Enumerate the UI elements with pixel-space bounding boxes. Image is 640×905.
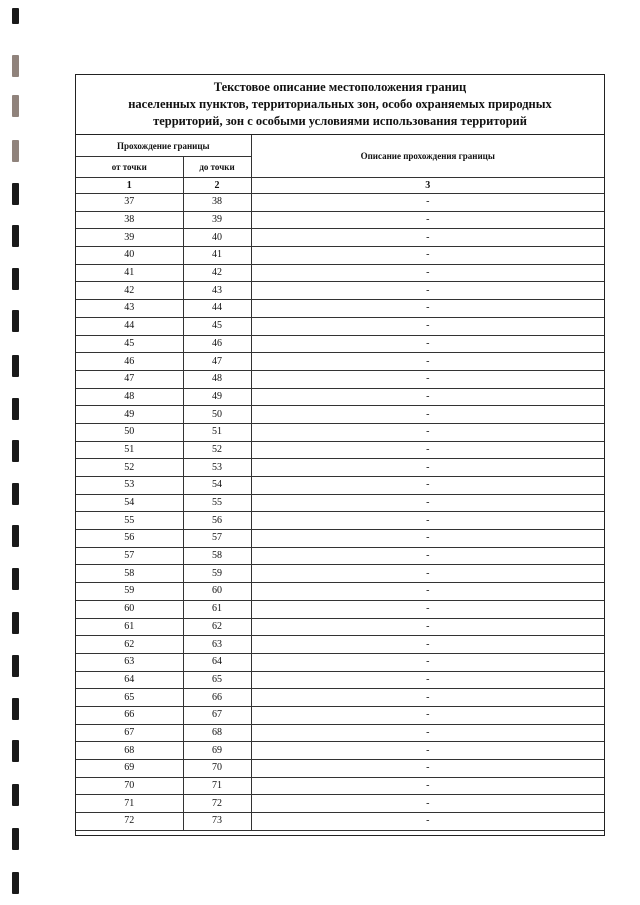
cell-description: - <box>251 264 604 282</box>
cell-description: - <box>251 618 604 636</box>
cell-from-point: 58 <box>76 565 183 583</box>
cell-description: - <box>251 370 604 388</box>
cell-from-point: 70 <box>76 777 183 795</box>
cell-from-point: 62 <box>76 636 183 654</box>
cell-to-point: 47 <box>183 353 251 371</box>
column-number-1: 1 <box>76 178 183 194</box>
table-row <box>76 264 604 282</box>
table-row <box>76 760 604 778</box>
binding-mark <box>12 784 19 806</box>
table-row <box>76 600 604 618</box>
table-row <box>76 335 604 353</box>
cell-from-point: 44 <box>76 317 183 335</box>
cell-to-point: 57 <box>183 530 251 548</box>
table-row <box>76 353 604 371</box>
table-row <box>76 423 604 441</box>
cell-from-point: 68 <box>76 742 183 760</box>
table-row <box>76 211 604 229</box>
table-row <box>76 583 604 601</box>
cell-description: - <box>251 353 604 371</box>
header-to-point: до точки <box>183 157 251 178</box>
table-row <box>76 441 604 459</box>
cell-from-point: 72 <box>76 813 183 831</box>
cell-to-point: 69 <box>183 742 251 760</box>
binding-mark <box>12 310 19 332</box>
cell-description: - <box>251 194 604 212</box>
cell-from-point: 38 <box>76 211 183 229</box>
binding-mark <box>12 568 19 590</box>
binding-mark <box>12 698 19 720</box>
cell-description: - <box>251 742 604 760</box>
cell-to-point: 51 <box>183 423 251 441</box>
cell-from-point: 61 <box>76 618 183 636</box>
cell-description: - <box>251 477 604 495</box>
cell-description: - <box>251 423 604 441</box>
cell-from-point: 49 <box>76 406 183 424</box>
cell-to-point: 41 <box>183 247 251 265</box>
boundary-table <box>76 135 604 831</box>
cell-to-point: 67 <box>183 706 251 724</box>
cell-from-point: 51 <box>76 441 183 459</box>
cell-description: - <box>251 282 604 300</box>
cell-from-point: 42 <box>76 282 183 300</box>
cell-description: - <box>251 317 604 335</box>
cell-to-point: 50 <box>183 406 251 424</box>
cell-description: - <box>251 600 604 618</box>
cell-from-point: 60 <box>76 600 183 618</box>
binding-mark <box>12 225 19 247</box>
cell-description: - <box>251 247 604 265</box>
table-row <box>76 370 604 388</box>
table-row <box>76 317 604 335</box>
cell-description: - <box>251 211 604 229</box>
cell-to-point: 55 <box>183 494 251 512</box>
table-row <box>76 813 604 831</box>
cell-from-point: 45 <box>76 335 183 353</box>
cell-from-point: 57 <box>76 547 183 565</box>
table-row <box>76 300 604 318</box>
binding-mark <box>12 8 19 24</box>
cell-description: - <box>251 441 604 459</box>
binding-mark <box>12 740 19 762</box>
cell-to-point: 59 <box>183 565 251 583</box>
cell-to-point: 66 <box>183 689 251 707</box>
cell-description: - <box>251 653 604 671</box>
cell-description: - <box>251 547 604 565</box>
cell-to-point: 42 <box>183 264 251 282</box>
cell-to-point: 62 <box>183 618 251 636</box>
cell-from-point: 47 <box>76 370 183 388</box>
cell-from-point: 66 <box>76 706 183 724</box>
cell-to-point: 56 <box>183 512 251 530</box>
cell-from-point: 67 <box>76 724 183 742</box>
cell-description: - <box>251 406 604 424</box>
cell-from-point: 53 <box>76 477 183 495</box>
table-row <box>76 459 604 477</box>
header-description: Описание прохождения границы <box>251 135 604 178</box>
table-row <box>76 742 604 760</box>
cell-to-point: 68 <box>183 724 251 742</box>
cell-to-point: 44 <box>183 300 251 318</box>
column-number-2: 2 <box>183 178 251 194</box>
cell-description: - <box>251 388 604 406</box>
binding-mark <box>12 440 19 462</box>
table-row <box>76 636 604 654</box>
binding-mark <box>12 183 19 205</box>
cell-description: - <box>251 494 604 512</box>
cell-from-point: 71 <box>76 795 183 813</box>
binding-mark <box>12 95 19 117</box>
column-number-3: 3 <box>251 178 604 194</box>
cell-description: - <box>251 689 604 707</box>
cell-description: - <box>251 795 604 813</box>
cell-to-point: 38 <box>183 194 251 212</box>
cell-from-point: 56 <box>76 530 183 548</box>
cell-to-point: 64 <box>183 653 251 671</box>
cell-to-point: 63 <box>183 636 251 654</box>
cell-from-point: 37 <box>76 194 183 212</box>
cell-description: - <box>251 530 604 548</box>
table-row <box>76 706 604 724</box>
cell-description: - <box>251 583 604 601</box>
document-title <box>76 75 604 135</box>
binding-mark <box>12 140 19 162</box>
table-row <box>76 671 604 689</box>
cell-to-point: 52 <box>183 441 251 459</box>
table-row <box>76 194 604 212</box>
table-row <box>76 282 604 300</box>
title-line-3: территорий, зон с особыми условиями использования территорий <box>153 114 527 128</box>
cell-to-point: 65 <box>183 671 251 689</box>
cell-to-point: 49 <box>183 388 251 406</box>
cell-from-point: 55 <box>76 512 183 530</box>
binding-mark <box>12 612 19 634</box>
cell-description: - <box>251 671 604 689</box>
cell-to-point: 70 <box>183 760 251 778</box>
binding-mark <box>12 655 19 677</box>
table-row <box>76 618 604 636</box>
table-row <box>76 795 604 813</box>
cell-to-point: 45 <box>183 317 251 335</box>
cell-to-point: 72 <box>183 795 251 813</box>
cell-description: - <box>251 724 604 742</box>
table-row <box>76 547 604 565</box>
cell-description: - <box>251 813 604 831</box>
table-body <box>76 194 604 831</box>
cell-from-point: 59 <box>76 583 183 601</box>
cell-from-point: 41 <box>76 264 183 282</box>
table-row <box>76 388 604 406</box>
table-row <box>76 565 604 583</box>
cell-to-point: 58 <box>183 547 251 565</box>
cell-description: - <box>251 636 604 654</box>
table-row <box>76 777 604 795</box>
header-boundary-passage: Прохождение границы <box>76 135 251 157</box>
binding-mark <box>12 355 19 377</box>
cell-from-point: 65 <box>76 689 183 707</box>
document-frame <box>75 74 605 836</box>
table-row <box>76 494 604 512</box>
cell-description: - <box>251 777 604 795</box>
cell-to-point: 53 <box>183 459 251 477</box>
cell-to-point: 61 <box>183 600 251 618</box>
cell-from-point: 63 <box>76 653 183 671</box>
binding-mark <box>12 525 19 547</box>
cell-from-point: 40 <box>76 247 183 265</box>
binding-mark <box>12 872 19 894</box>
table-row <box>76 530 604 548</box>
table-row <box>76 653 604 671</box>
table-row <box>76 689 604 707</box>
table-row <box>76 229 604 247</box>
binding-mark <box>12 55 19 77</box>
binding-mark <box>12 268 19 290</box>
cell-description: - <box>251 760 604 778</box>
cell-to-point: 39 <box>183 211 251 229</box>
cell-to-point: 48 <box>183 370 251 388</box>
cell-description: - <box>251 229 604 247</box>
cell-from-point: 52 <box>76 459 183 477</box>
cell-to-point: 71 <box>183 777 251 795</box>
table-row <box>76 247 604 265</box>
cell-from-point: 69 <box>76 760 183 778</box>
binding-mark <box>12 483 19 505</box>
cell-from-point: 46 <box>76 353 183 371</box>
cell-from-point: 50 <box>76 423 183 441</box>
cell-from-point: 54 <box>76 494 183 512</box>
binding-mark <box>12 398 19 420</box>
title-line-2: населенных пунктов, территориальных зон, особо охраняемых природных <box>128 97 552 111</box>
cell-to-point: 46 <box>183 335 251 353</box>
cell-description: - <box>251 706 604 724</box>
cell-description: - <box>251 300 604 318</box>
cell-description: - <box>251 512 604 530</box>
binding-mark <box>12 828 19 850</box>
cell-description: - <box>251 565 604 583</box>
cell-from-point: 39 <box>76 229 183 247</box>
cell-from-point: 43 <box>76 300 183 318</box>
cell-to-point: 43 <box>183 282 251 300</box>
table-row <box>76 724 604 742</box>
binding-marks <box>0 0 30 905</box>
cell-from-point: 64 <box>76 671 183 689</box>
table-row <box>76 512 604 530</box>
header-from-point: от точки <box>76 157 183 178</box>
cell-to-point: 73 <box>183 813 251 831</box>
table-row <box>76 406 604 424</box>
cell-from-point: 48 <box>76 388 183 406</box>
cell-to-point: 40 <box>183 229 251 247</box>
cell-to-point: 60 <box>183 583 251 601</box>
cell-description: - <box>251 335 604 353</box>
table-row <box>76 477 604 495</box>
title-line-1: Текстовое описание местоположения границ <box>213 80 467 94</box>
cell-description: - <box>251 459 604 477</box>
cell-to-point: 54 <box>183 477 251 495</box>
